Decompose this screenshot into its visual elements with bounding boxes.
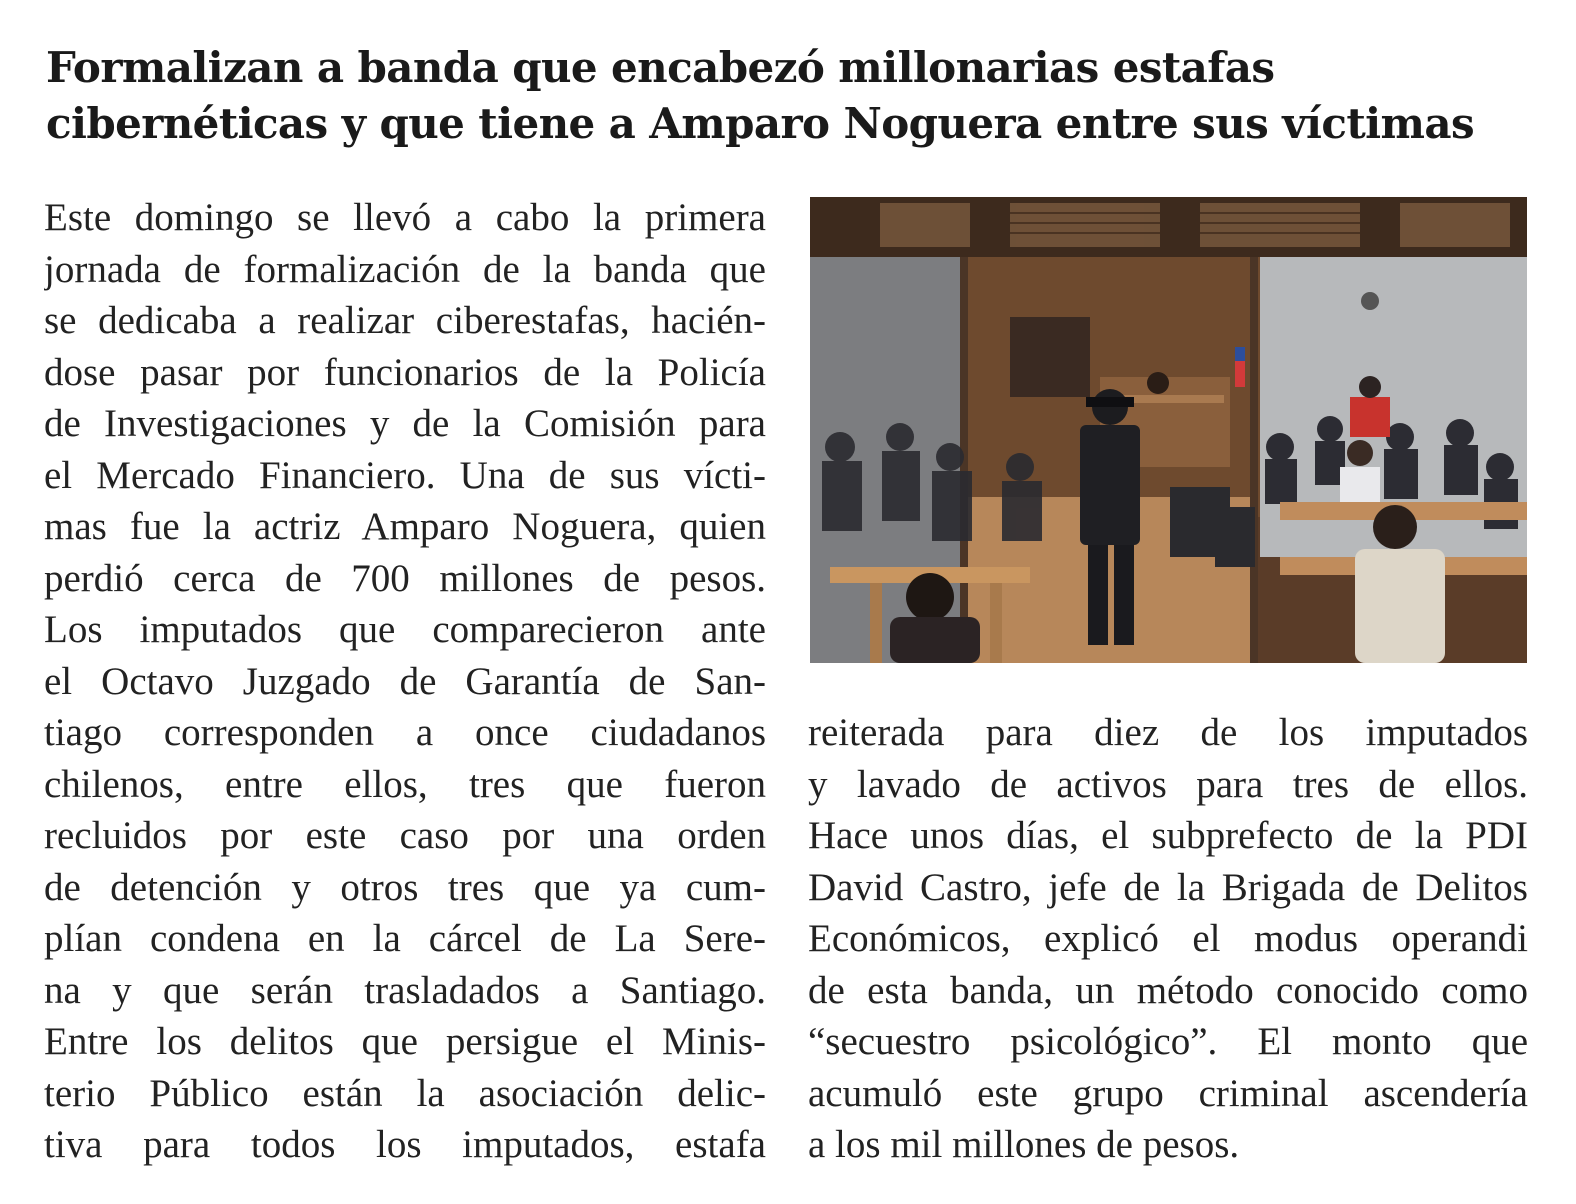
headline-line-2: cibernéticas y que tiene a Amparo Noguera entre sus víctimas (46, 99, 1475, 148)
body-line: acumuló este grupo criminal ascendería (808, 1071, 1528, 1115)
body-line: David Castro, jefe de la Brigada de Delitos (808, 865, 1528, 909)
body-line: reiterada para diez de los imputados (808, 711, 1528, 754)
courtroom-photo (810, 197, 1527, 663)
body-line: Los imputados que comparecieron ante (44, 608, 766, 651)
body-column-right (808, 707, 1528, 1171)
body-line: dose pasar por funcionarios de la Policía (44, 350, 766, 394)
body-line: Este domingo se llevó a cabo la primera (44, 196, 766, 239)
body-line: de esta banda, un método conocido como (808, 968, 1528, 1012)
body-line: el Mercado Financiero. Una de sus vícti- (44, 453, 766, 497)
body-line: plían condena en la cárcel de La Sere- (44, 917, 766, 960)
body-line: tiago corresponden a once ciudadanos (44, 711, 766, 754)
body-line: a los mil millones de pesos. (808, 1123, 1240, 1166)
body-line: Hace unos días, el subprefecto de la PDI (808, 814, 1528, 857)
body-line: recluidos por este caso por una orden (44, 814, 766, 857)
body-line: y lavado de activos para tres de ellos. (808, 762, 1528, 806)
body-line: el Octavo Juzgado de Garantía de San- (44, 659, 766, 703)
body-line: se dedicaba a realizar ciberestafas, hacién- (44, 299, 766, 342)
body-line: Económicos, explicó el modus operandi (808, 917, 1528, 960)
body-line: tiva para todos los imputados, estafa (44, 1123, 766, 1166)
courtroom-illustration (810, 197, 1527, 663)
body-line: Entre los delitos que persigue el Minis- (44, 1020, 766, 1063)
body-line: chilenos, entre ellos, tres que fueron (44, 762, 766, 806)
headline (46, 40, 1526, 152)
headline-line-1: Formalizan a banda que encabezó millonarias estafas (46, 43, 1275, 92)
body-line: jornada de formalización de la banda que (44, 247, 766, 291)
body-line: na y que serán trasladados a Santiago. (44, 968, 766, 1012)
body-line: de Investigaciones y de la Comisión para (44, 402, 766, 445)
body-line: “secuestro psicológico”. El monto que (808, 1020, 1528, 1063)
body-line: terio Público están la asociación delic- (44, 1071, 766, 1115)
body-line: de detención y otros tres que ya cum- (44, 865, 766, 909)
body-line: mas fue la actriz Amparo Noguera, quien (44, 505, 766, 548)
body-column-left (44, 192, 766, 1171)
body-line: perdió cerca de 700 millones de pesos. (44, 556, 766, 600)
